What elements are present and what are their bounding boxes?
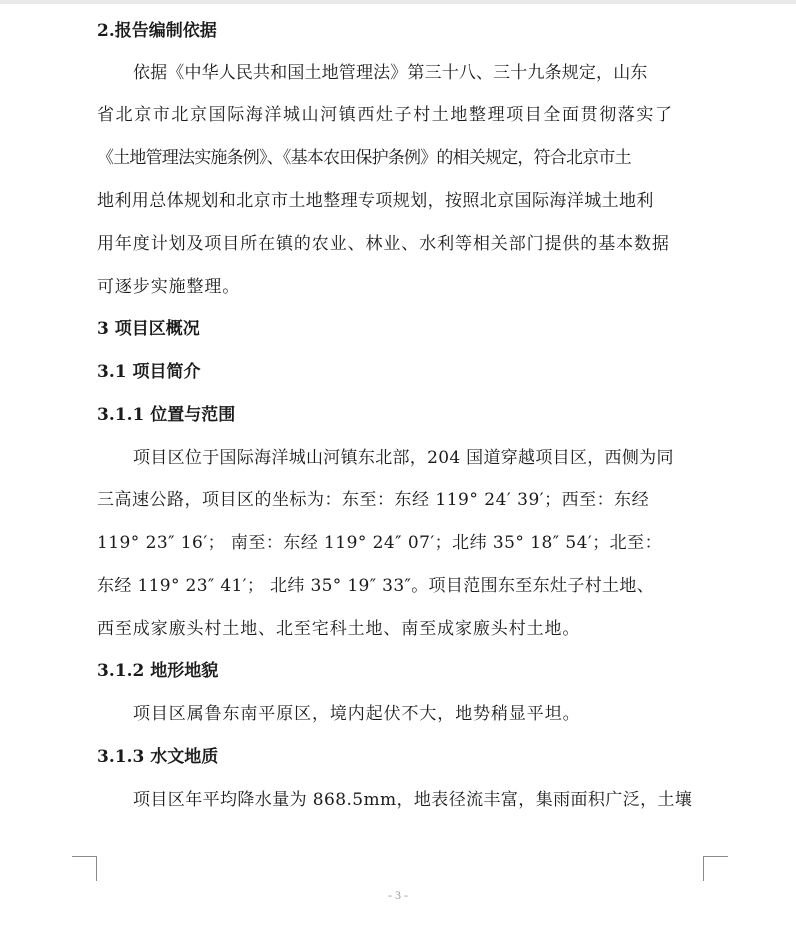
crop-mark-bottom-left [72, 856, 97, 881]
section-heading-report-basis: 2.报告编制依据 [97, 21, 217, 41]
page-number: - 3 - [388, 888, 408, 902]
paragraph-basis-line-5: 用年度计划及项目所在镇的农业、林业、水利等相关部门提供的基本数据 [97, 234, 670, 254]
paragraph-basis-line-4: 地利用总体规划和北京市土地整理专项规划，按照北京国际海洋城土地利 [97, 191, 654, 211]
paragraph-basis-line-2: 省北京市北京国际海洋城山河镇西灶子村土地整理项目全面贯彻落实了 [97, 105, 674, 125]
paragraph-hydrogeology-line-1: 项目区年平均降水量为 868.5mm，地表径流丰富，集雨面积广泛，土壤 [133, 790, 693, 810]
paragraph-location-line-5: 西至成家廒头村土地、北至宅科土地、南至成家廒头村土地。 [97, 619, 581, 639]
paragraph-terrain-line-1: 项目区属鲁东南平原区，境内起伏不大，地势稍显平坦。 [133, 704, 581, 724]
paragraph-basis-line-1: 依据《中华人民共和国土地管理法》第三十八、三十九条规定，山东 [133, 63, 648, 83]
section-heading-project-intro: 3.1 项目简介 [97, 362, 201, 382]
paragraph-location-line-1: 项目区位于国际海洋城山河镇东北部，204 国道穿越项目区，西侧为同 [133, 448, 674, 468]
section-heading-hydrogeology: 3.1.3 水文地质 [97, 747, 219, 767]
crop-mark-bottom-right [703, 856, 728, 881]
paragraph-location-line-2: 三高速公路，项目区的坐标为：东至：东经 119° 24′ 39′；西至：东经 [97, 490, 650, 510]
paragraph-basis-line-6: 可逐步实施整理。 [97, 277, 241, 297]
paragraph-location-line-3: 119° 23″ 16′； 南至：东经 119° 24″ 07′；北纬 35° 18″ 54′；北至： [97, 533, 663, 553]
paragraph-basis-line-3: 《土地管理法实施条例》、《基本农田保护条例》的相关规定，符合北京市土 [97, 148, 631, 168]
page-top-edge [0, 0, 796, 4]
section-heading-project-overview: 3 项目区概况 [97, 319, 200, 339]
section-heading-terrain: 3.1.2 地形地貌 [97, 661, 219, 681]
paragraph-location-line-4: 东经 119° 23″ 41′； 北纬 35° 19″ 33″。项目范围东至东灶子村土地、 [97, 576, 655, 596]
section-heading-location-scope: 3.1.1 位置与范围 [97, 405, 236, 425]
